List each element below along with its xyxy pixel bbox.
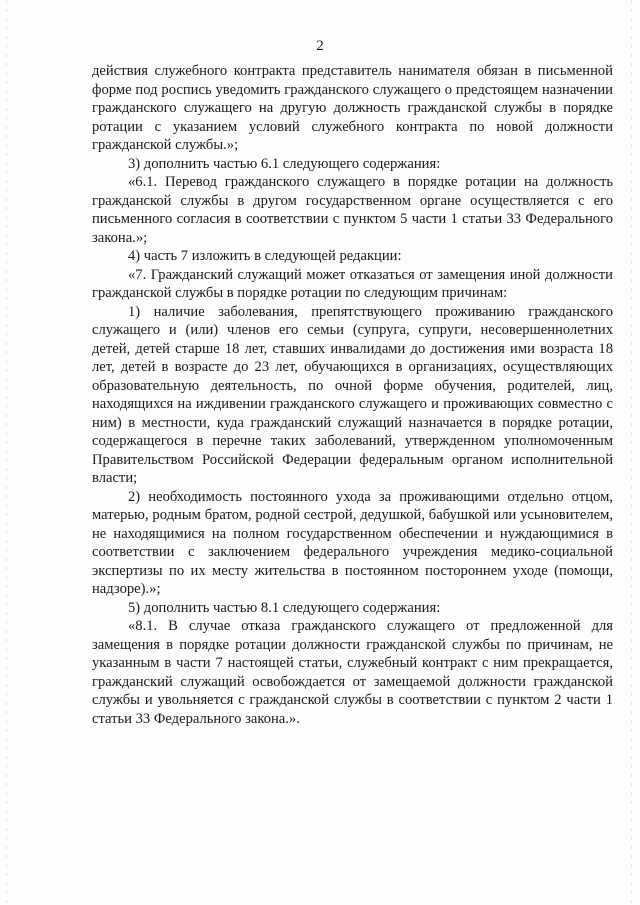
- paragraph-continuation: действия служебного контракта представитель нанимателя обязан в письменной форме под роспись уведомить гражданского служащего о предстоящем назначении гражданского служащего на другую должность гражданской службы в порядке ротации с указанием условий служебного контракта по новой должности гражданской службы.»;: [92, 63, 613, 153]
- paragraph-part-6-1: «6.1. Перевод гражданского служащего в порядке ротации на должность гражданской службы в другом государственном органе осуществляется с его письменного согласия в соответствии с пунктом 5 части 1 статьи 33 Федерального закона.»;: [92, 174, 613, 246]
- paragraph-item-3: 3) дополнить частью 6.1 следующего содержания:: [128, 155, 441, 172]
- scan-edge-right: [631, 0, 632, 905]
- paragraph-reason-1: 1) наличие заболевания, препятствующего проживанию гражданского служащего и (или) членов его семьи (супруга, супруги, несовершеннолетних детей, детей старше 18 лет, ставших инвалидами до достижения ими возраста 18 лет, детей в возрасте до 23 лет, обучающихся в организациях, осуществляющих образовательную деятельность, по очной форме обучения, родителей, лиц, находящихся на иждивении гражданского служащего и проживающих совместно с ним) в местности, куда гражданский служащий назначается в порядке ротации, содержащегося в перечне таких заболеваний, утвержденном уполномоченным Правительством Российской Федерации федеральным органом исполнительной власти;: [92, 303, 613, 486]
- paragraph-item-4: 4) часть 7 изложить в следующей редакции:: [128, 248, 402, 264]
- paragraph-part-7: «7. Гражданский служащий может отказаться от замещения иной должности гражданской службы в порядке ротации по следующим причинам:: [92, 266, 613, 301]
- paragraph-part-8-1: «8.1. В случае отказа гражданского служащего от предложенной для замещения в порядке ротации должности гражданской службы по причинам, не указанным в части 7 настоящей статьи, служебный контракт с ним прекращается, гражданский служащий освобождается от замещаемой должности гражданской службы и увольняется с гражданской службы в соответствии с пунктом 2 части 1 статьи 33 Федерального закона.».: [92, 618, 613, 727]
- page-number: 2: [316, 38, 324, 54]
- scan-edge-left: [6, 0, 7, 905]
- paragraph-reason-2: 2) необходимость постоянного ухода за проживающими отдельно отцом, матерью, родным братом, родной сестрой, дедушкой, бабушкой или усыновителем, не находящимися на полном государственном обеспечении и нуждающимися в соответствии с заключением федерального учреждения медико-социальной экспертизы по их месту жительства в постоянном постороннем уходе (помощи, надзоре).»;: [92, 488, 613, 597]
- paragraph-item-5: 5) дополнить частью 8.1 следующего содержания:: [128, 599, 441, 616]
- document-body: [92, 62, 613, 728]
